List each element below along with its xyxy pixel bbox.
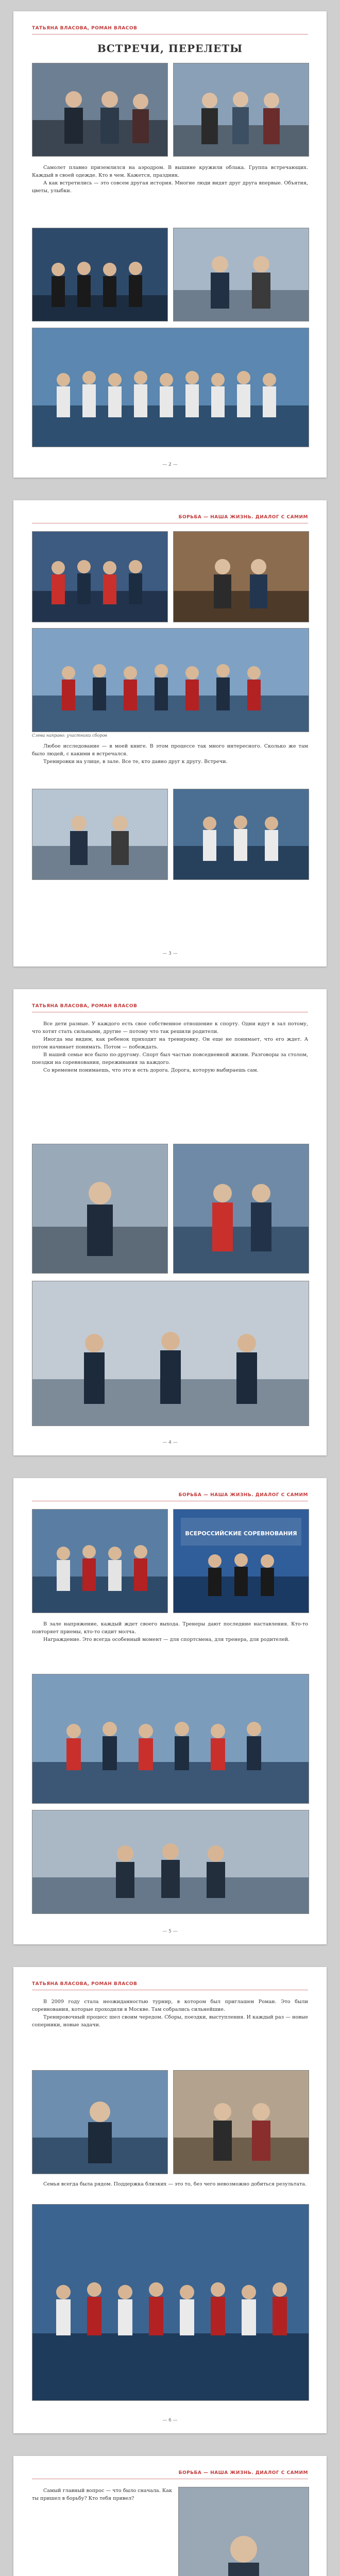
book-page-6	[13, 2456, 327, 2576]
photo	[32, 1281, 309, 1426]
page-number: — 3 —	[162, 951, 178, 956]
photo	[32, 1509, 168, 1613]
body-text	[32, 1998, 308, 2029]
book-page-4	[13, 1478, 327, 1944]
banner-text: ВСЕРОССИЙСКИЕ СОРЕВНОВАНИЯ	[185, 1530, 297, 1537]
photo	[32, 63, 168, 157]
page-number: — 5 —	[162, 1929, 178, 1934]
running-header: ТАТЬЯНА ВЛАСОВА, РОМАН ВЛАСОВ	[32, 1978, 308, 1990]
page-number: — 4 —	[162, 1440, 178, 1445]
body-text	[32, 742, 308, 766]
photo	[173, 789, 309, 880]
photo	[32, 2204, 309, 2401]
book-page-3	[13, 989, 327, 1455]
photo	[173, 1144, 309, 1274]
photo	[32, 2070, 168, 2174]
page-number: — 2 —	[162, 462, 178, 467]
photo	[173, 1509, 309, 1613]
photo	[173, 531, 309, 622]
paragraph: Самолет плавно приземлился на аэродром. В вышине кружили облака. Группа встречающих. Каждый в своей одежде. Кто в чем. Кажется, праздник.	[32, 165, 308, 178]
paragraph: Самый главный вопрос — что было сначала. Как ты пришел в борьбу? Кто тебя привел?	[32, 2488, 172, 2501]
photo	[32, 628, 309, 732]
running-header: БОРЬБА — НАША ЖИЗНЬ. ДИАЛОГ С САМИМ	[32, 1489, 308, 1501]
photo	[32, 789, 168, 880]
book-page-1	[13, 11, 327, 478]
running-header: БОРЬБА — НАША ЖИЗНЬ. ДИАЛОГ С САМИМ	[32, 2467, 308, 2479]
paragraph: Тренировки на улице, в зале. Все те, кто давно друг к другу. Встречи.	[43, 759, 228, 765]
photo	[32, 228, 168, 321]
photo	[178, 2487, 309, 2576]
body-text	[32, 164, 308, 195]
running-header: БОРЬБА — НАША ЖИЗНЬ. ДИАЛОГ С САМИМ	[32, 512, 308, 523]
paragraph: Награждение. Это всегда особенный момент — для спортсмена, для тренера, для родителей.	[43, 1637, 290, 1642]
photo	[32, 1674, 309, 1804]
paragraph: Тренировочный процесс шел своим чередом. Сборы, поездки, выступления. И каждый раз — новые соперники, новые задачи.	[32, 2014, 308, 2028]
running-header: ТАТЬЯНА ВЛАСОВА, РОМАН ВЛАСОВ	[32, 23, 308, 35]
paragraph: В зале напряжение, каждый ждет своего выхода. Тренеры дают последние наставления. Кто-то повторяет приемы, кто-то сидит молча.	[32, 1621, 308, 1635]
paragraph: А как встретились — это совсем другая история. Многие люди видят друг друга впервые. Объятия, цветы, улыбки.	[32, 180, 308, 194]
body-text	[32, 1020, 308, 1074]
photo	[32, 1144, 168, 1274]
photo	[32, 328, 309, 447]
paragraph: В нашей семье все было по-другому. Спорт был частью повседневной жизни. Разговоры за столом, поездки на соревнования, переживания за каждого.	[32, 1052, 308, 1065]
paragraph: Семья всегда была рядом. Поддержка близких — это то, без чего невозможно добиться результата.	[43, 2181, 307, 2187]
paragraph: Со временем понимаешь, что это и есть дорога. Дорога, которую выбираешь сам.	[43, 1067, 259, 1073]
photo	[173, 63, 309, 157]
photo-caption: Слева направо: участники сборов	[32, 733, 107, 738]
book-page-2	[13, 500, 327, 967]
body-text	[32, 1620, 308, 1643]
paragraph: В 2009 году стала неожиданностью турнир, в котором был приглашен Роман. Это были соревнования, которые проходили в Москве. Там собрались сильнейшие.	[32, 1999, 308, 2012]
paragraph: Любое исследование — в моей книге. В этом процессе так много интересного. Сколько же там было людей, с какими я встречался.	[32, 743, 308, 757]
page-number: — 6 —	[162, 2418, 178, 2423]
chapter-title: ВСТРЕЧИ, ПЕРЕЛЕТЫ	[97, 42, 243, 55]
photo	[173, 228, 309, 321]
body-text	[32, 2180, 308, 2188]
book-page-5	[13, 1967, 327, 2433]
paragraph: Все дети разные. У каждого есть свое собственное отношение к спорту. Одни идут в зал потому, что хотят стать сильными, другие — потому что так решили родители.	[32, 1021, 308, 1035]
paragraph: Иногда мы видим, как ребенок приходит на тренировку. Он еще не понимает, что его ждет. А потом начинает понимать. Потом — побеждать.	[32, 1037, 308, 1050]
photo	[173, 2070, 309, 2174]
photo	[32, 1810, 309, 1914]
running-header: ТАТЬЯНА ВЛАСОВА, РОМАН ВЛАСОВ	[32, 1001, 308, 1012]
photo	[32, 531, 168, 622]
body-text	[32, 2487, 172, 2502]
